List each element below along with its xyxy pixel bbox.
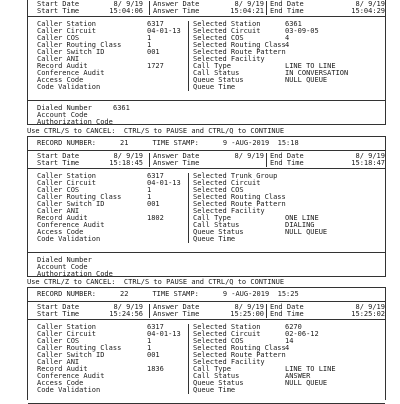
field-value: 4 xyxy=(285,344,290,352)
field-label: Dialed Number xyxy=(37,104,92,112)
field-value: 4 xyxy=(285,34,290,42)
time-stamp-label: TIME STAMP: xyxy=(152,290,199,298)
field-label: Caller ANI xyxy=(37,358,80,366)
answer-time: 15:04:21 xyxy=(230,7,264,15)
field-label: Caller COS xyxy=(37,34,80,42)
field-value: 1 xyxy=(147,344,152,352)
field-label: Selected Circuit xyxy=(193,179,261,187)
field-row xyxy=(193,84,383,91)
field-label: Call Status xyxy=(193,69,240,77)
field-row xyxy=(193,236,383,243)
record-body xyxy=(28,17,385,101)
field-label: Selected Routing Class xyxy=(193,193,286,201)
end-cell xyxy=(266,1,387,15)
field-value: DIALING xyxy=(285,221,315,229)
field-value: 14 xyxy=(285,337,294,345)
field-label: Selected Routing Class xyxy=(193,41,286,49)
time-stamp: 9 -AUG-2019 15:18 xyxy=(222,139,299,147)
field-row xyxy=(193,387,383,394)
field-label: Caller Routing Class xyxy=(37,41,122,49)
start-date-label: Start Date xyxy=(37,152,80,160)
field-value: 03-09-05 xyxy=(285,27,319,35)
field-value: 04-01-13 xyxy=(147,179,181,187)
answer-time: 15:25:00 xyxy=(230,310,264,318)
timestamps-row xyxy=(28,302,385,320)
field-label: Caller Station xyxy=(37,20,97,28)
field-label: Caller COS xyxy=(37,186,80,194)
end-date-label: End Date xyxy=(270,303,304,311)
field-value: 001 xyxy=(147,200,160,208)
field-value: ANSWER xyxy=(285,372,311,380)
record-header xyxy=(28,288,385,302)
ctrl-message: Use CTRL/S to CANCEL: CTRL/S to PAUSE and CTRL/Q to CONTINUE xyxy=(27,127,285,135)
field-label: Call Status xyxy=(193,372,240,380)
field-value: ONE LINE xyxy=(285,214,319,222)
field-label: Caller ANI xyxy=(37,207,80,215)
start-time: 15:18:45 xyxy=(109,159,143,167)
field-value: 1 xyxy=(147,41,152,49)
field-label: Authorization Code xyxy=(37,118,113,126)
answer-time-label: Answer Time xyxy=(153,7,200,15)
field-label: Access Code xyxy=(37,228,84,236)
field-label: Selected Routing Class xyxy=(193,344,286,352)
record-number-label: RECORD NUMBER: xyxy=(37,139,97,147)
ctrl-message: Use CTRL/Z to CANCEL: CTRL/S to PAUSE and CTRL/Q to CONTINUE xyxy=(27,278,285,286)
field-label: Queue Status xyxy=(193,228,244,236)
field-value: NULL QUEUE xyxy=(285,228,328,236)
field-label: Call Status xyxy=(193,221,240,229)
field-label: Selected Route Pattern xyxy=(193,48,286,56)
start-cell xyxy=(37,1,145,15)
selected-fields xyxy=(188,21,383,91)
field-label: Caller Station xyxy=(37,323,97,331)
end-time-label: End Time xyxy=(270,7,304,15)
end-date-label: End Date xyxy=(270,152,304,160)
field-value: IN CONVERSATION xyxy=(285,69,349,77)
field-label: Code Validation xyxy=(37,235,101,243)
field-label: Selected Facility xyxy=(193,55,265,63)
field-label: Selected COS xyxy=(193,34,244,42)
field-value: 1 xyxy=(147,34,152,42)
field-label: Conference Audit xyxy=(37,221,105,229)
field-value: 001 xyxy=(147,48,160,56)
field-value: 04-01-13 xyxy=(147,27,181,35)
field-label: Call Type xyxy=(193,214,231,222)
field-label: Caller Switch ID xyxy=(37,351,105,359)
field-value: NULL QUEUE xyxy=(285,76,328,84)
field-label: Selected COS xyxy=(193,186,244,194)
field-value: 1836 xyxy=(147,365,164,373)
end-time: 15:18:47 xyxy=(351,159,385,167)
timestamps-row xyxy=(28,0,385,17)
field-value: 1 xyxy=(147,193,152,201)
call-record xyxy=(27,287,386,400)
answer-date: 8/ 9/19 xyxy=(234,303,264,311)
field-row xyxy=(37,84,187,91)
answer-date-label: Answer Date xyxy=(153,152,200,160)
field-label: Access Code xyxy=(37,379,84,387)
end-time: 15:25:02 xyxy=(351,310,385,318)
caller-fields xyxy=(37,173,187,243)
timestamps-row xyxy=(28,151,385,169)
field-label: Call Type xyxy=(193,62,231,70)
start-date: 8/ 9/19 xyxy=(113,0,143,8)
start-time-label: Start Time xyxy=(37,159,80,167)
field-label: Caller COS xyxy=(37,337,80,345)
record-number-label: RECORD NUMBER: xyxy=(37,290,97,298)
field-label: Caller Switch ID xyxy=(37,48,105,56)
field-value: LINE TO LINE xyxy=(285,365,336,373)
field-label: Caller Circuit xyxy=(37,330,97,338)
end-cell xyxy=(266,304,387,318)
field-label: Queue Status xyxy=(193,379,244,387)
answer-time-label: Answer Time xyxy=(153,310,200,318)
start-date: 8/ 9/19 xyxy=(113,152,143,160)
field-label: Selected Station xyxy=(193,20,261,28)
call-record xyxy=(27,0,386,125)
answer-date: 8/ 9/19 xyxy=(234,152,264,160)
record-number: 22 xyxy=(120,290,129,298)
end-time: 15:04:29 xyxy=(351,7,385,15)
field-label: Code Validation xyxy=(37,83,101,91)
field-value: 6317 xyxy=(147,172,164,180)
answer-cell xyxy=(149,1,266,15)
caller-fields xyxy=(37,324,187,394)
field-row xyxy=(37,236,187,243)
field-label: Selected Circuit xyxy=(193,27,261,35)
answer-date-label: Answer Date xyxy=(153,303,200,311)
field-label: Caller ANI xyxy=(37,55,80,63)
end-date: 8/ 9/19 xyxy=(355,0,385,8)
field-label: Queue Status xyxy=(193,76,244,84)
start-time: 15:04:06 xyxy=(109,7,143,15)
answer-time-label: Answer Time xyxy=(153,159,200,167)
field-value: 6270 xyxy=(285,323,302,331)
field-label: Record Audit xyxy=(37,214,88,222)
field-label: Selected Route Pattern xyxy=(193,200,286,208)
field-label: Access Code xyxy=(37,76,84,84)
field-label: Authorization Code xyxy=(37,270,113,278)
field-value: LINE TO LINE xyxy=(285,62,336,70)
end-cell xyxy=(266,153,387,167)
call-record xyxy=(27,136,386,277)
answer-cell xyxy=(149,153,266,167)
field-value: 1727 xyxy=(147,62,164,70)
end-date-label: End Date xyxy=(270,0,304,8)
field-label: Caller Switch ID xyxy=(37,200,105,208)
field-label: Record Audit xyxy=(37,365,88,373)
field-label: Queue Time xyxy=(193,386,236,394)
selected-fields xyxy=(188,173,383,243)
start-time: 15:24:56 xyxy=(109,310,143,318)
field-label: Record Audit xyxy=(37,62,88,70)
field-label: Selected COS xyxy=(193,337,244,345)
time-stamp: 9 -AUG-2019 15:25 xyxy=(222,290,299,298)
field-label: Queue Time xyxy=(193,235,236,243)
start-time-label: Start Time xyxy=(37,310,80,318)
field-label: Dialed Number xyxy=(37,256,92,264)
start-date-label: Start Date xyxy=(37,0,80,8)
field-value: 02-06-12 xyxy=(285,330,319,338)
field-label: Selected Station xyxy=(193,323,261,331)
start-date: 8/ 9/19 xyxy=(113,303,143,311)
record-number: 21 xyxy=(120,139,129,147)
field-label: Call Type xyxy=(193,365,231,373)
selected-fields xyxy=(188,324,383,394)
field-label: Caller Circuit xyxy=(37,27,97,35)
field-value: 1802 xyxy=(147,214,164,222)
end-time-label: End Time xyxy=(270,159,304,167)
record-header xyxy=(28,137,385,151)
field-label: Account Code xyxy=(37,111,88,119)
end-date: 8/ 9/19 xyxy=(355,152,385,160)
field-row xyxy=(37,387,187,394)
start-date-label: Start Date xyxy=(37,303,80,311)
start-time-label: Start Time xyxy=(37,7,80,15)
field-label: Code Validation xyxy=(37,386,101,394)
field-value: 6361 xyxy=(285,20,302,28)
answer-date-label: Answer Date xyxy=(153,0,200,8)
record-body xyxy=(28,169,385,253)
field-value: NULL QUEUE xyxy=(285,379,328,387)
caller-fields xyxy=(37,21,187,91)
field-value: 04-01-13 xyxy=(147,330,181,338)
field-label: Account Code xyxy=(37,263,88,271)
field-value: 6317 xyxy=(147,323,164,331)
field-value: 6317 xyxy=(147,20,164,28)
start-cell xyxy=(37,304,145,318)
field-label: Caller Station xyxy=(37,172,97,180)
field-value: 6361 xyxy=(113,104,130,112)
field-label: Selected Facility xyxy=(193,358,265,366)
field-label: Queue Time xyxy=(193,83,236,91)
field-value: 001 xyxy=(147,351,160,359)
end-time-label: End Time xyxy=(270,310,304,318)
field-label: Caller Routing Class xyxy=(37,193,122,201)
time-stamp-label: TIME STAMP: xyxy=(152,139,199,147)
field-label: Caller Circuit xyxy=(37,179,97,187)
start-cell xyxy=(37,153,145,167)
answer-date: 8/ 9/19 xyxy=(234,0,264,8)
answer-cell xyxy=(149,304,266,318)
field-value: 1 xyxy=(147,337,152,345)
field-value: 1 xyxy=(147,186,152,194)
field-label: Caller Routing Class xyxy=(37,344,122,352)
record-body xyxy=(28,320,385,404)
field-label: Conference Audit xyxy=(37,69,105,77)
field-label: Selected Facility xyxy=(193,207,265,215)
field-value: 4 xyxy=(285,41,290,49)
field-label: Selected Circuit xyxy=(193,330,261,338)
field-label: Conference Audit xyxy=(37,372,105,380)
field-label: Selected Route Pattern xyxy=(193,351,286,359)
field-label: Selected Trunk Group xyxy=(193,172,278,180)
end-date: 8/ 9/19 xyxy=(355,303,385,311)
